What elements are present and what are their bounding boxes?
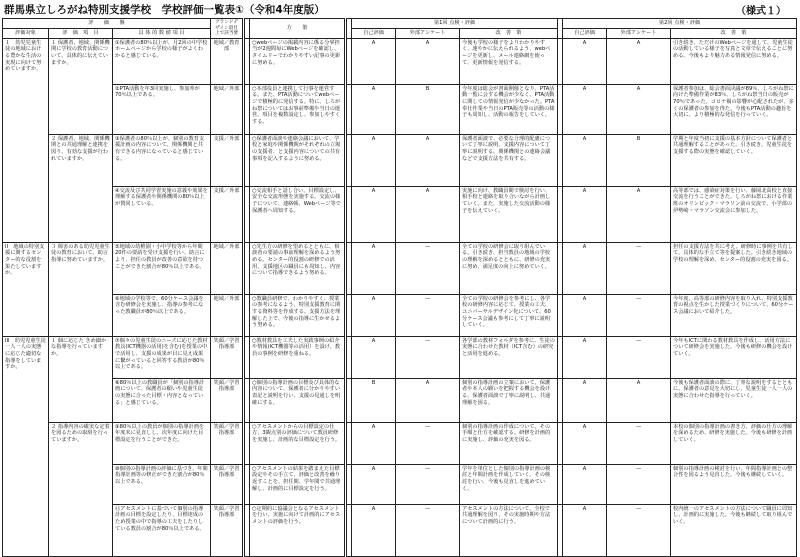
- external-survey-1: —: [396, 294, 460, 336]
- table-row: [3, 84, 797, 134]
- table-row: [3, 242, 797, 294]
- improvement-1: 今後も学校の様子をよりわかりやすく、速やかに伝えられるよう、webページを更新し、メール連絡網を使って、更新情報を発信する。: [460, 38, 558, 84]
- self-eval-2: A: [563, 336, 607, 378]
- improvement-1: 今年度は総会が書面開催となり、PTA活動一覧に会する機会が少なく、PTA活動に関しての情報発信が少なかった。PTA奉仕作業や当日のPTA販売等の活動の様子も周知し、活動の報告をしていく。: [460, 84, 558, 134]
- policy-text: ○教材教具を工夫した実践事例の紹介や情報(ICT機器等の活用）を設け、教員の事例を研修を重ねる。: [250, 336, 346, 378]
- evaluation-item: ２ 保護者、地域、関係機関との共通理解と連携を図り、有効な支援が行われていますか。: [49, 134, 113, 242]
- policy-text: ○保護者面談や連絡会議において、学校と家庭や関係機関がそれぞれの立場の支援者、と支援内容についての共有事項を記入するように努める。: [250, 134, 346, 186]
- header-round2: 第2回 点検・評価: [563, 19, 797, 29]
- table-row: [3, 294, 797, 336]
- self-eval-1: A: [352, 504, 396, 556]
- self-eval-2: A: [563, 294, 607, 336]
- policy-text: ○先生方の研修を望めるとともに、相談者の要請の事前理解を深めるよう努める。センター的役割の研修での活用、支援地区の職員にも周知し、内容について指導できるよう努める。: [250, 242, 346, 294]
- external-survey-2: A: [607, 84, 671, 134]
- external-survey-1: A: [396, 38, 460, 84]
- external-survey-1: B: [396, 84, 460, 134]
- evaluation-item: １ 個に応じた きめ細かな指導を行っていますか。: [49, 336, 113, 422]
- improvement-1: 各学部の教材フォルダを参考に、生徒の実態に合わせた教材（ICT含む）の研究と活用を進める。: [460, 336, 558, 378]
- numeric-detail: ④交流及び共同学習実施の意義や効果を理解する保護者や関係機関の80％以上が賛同している。: [113, 186, 211, 242]
- improvement-2: 個別の指導計画の検討を行い、年間指導計画との整合性を図るよう見直した。今後も継続していく。: [671, 464, 797, 504]
- design-link: 支援／外部: [211, 134, 244, 186]
- self-eval-1: A: [352, 336, 396, 378]
- external-survey-2: —: [607, 294, 671, 336]
- external-survey-2: —: [607, 336, 671, 378]
- improvement-1: 個別の指導計画の作成について、その手順と仕方を確認する。研修を計画的に実施し、評価の充実を図る。: [460, 422, 558, 464]
- numeric-detail: ⑦個々の児童生徒のニーズに応じた教材教具(ICT機器の活用)を含む)を授業の中で活用し、支援の成果が目に見え成果に繋がっていると回答する教員が80％以上である。: [113, 336, 211, 378]
- self-eval-2: A: [563, 422, 607, 464]
- design-link: 笑顔／学習指導部: [211, 422, 244, 464]
- improvement-2: 学期と年度当初に支援の基本方針について保護者と共通理解することがあった。引き続き、児童生徒を支援する際の実態を確認していく。: [671, 134, 797, 186]
- header-detail: 具 体 的 数 値 項 目: [113, 28, 211, 38]
- design-link: 地域／外部: [211, 242, 244, 294]
- self-eval-1: A: [352, 242, 396, 294]
- header-evaluation: 評 価 盤: [3, 19, 211, 29]
- evaluation-item: ３ 障害のある幼児児童生徒の教育において、助言指導に努めていますか。: [49, 242, 113, 336]
- design-link: 地域／教育部: [211, 38, 244, 84]
- numeric-detail: ③保護者の80％以上が、個別の教育支援計画の内容について、関係機関と共有できる内容になっていると感じている。: [113, 134, 211, 186]
- improvement-2: 今後も保護者面談の際に、丁寧な説明をするとともに、保護者の意見を大切にし、児童生徒一人一人の実態に合わせた指導を行っていく。: [671, 378, 797, 422]
- document-title: 群馬県立しろがね特別支援学校 学校評価一覧表①（令和4年度版）: [4, 4, 325, 16]
- improvement-1: 実施に向け、教職員間で検討を行い、相手校と連絡を取り合いながら計画していく。また、実施した交流活動の様子を伝えていく。: [460, 186, 558, 242]
- policy-text: ○個別の指導計画の目標及び具体的な内容について、保護者に分かりやすい表記と説明を行い、支援の見通しを明確にする。: [250, 378, 346, 422]
- evaluation-item: ２ 指導内容の確実な定着を図るための取組を行っていますか。: [49, 422, 113, 556]
- evaluation-item: １ 保護者、地域、関係機関に学校の教育活動について、具体的に伝えていますか。: [49, 38, 113, 134]
- numeric-detail: ⑧80％以上の教職員が「個別の指導計画について、保護者の願いや児童生徒の実態に合った目標・内容となっている」と感じている。: [113, 378, 211, 422]
- design-link: 笑顔／学習指導部: [211, 336, 244, 378]
- evaluation-target: II 地域の特別支援に関するセンター的な役割を果たしていますか。: [3, 242, 49, 336]
- policy-text: ○アセスメントからの目標設定の仕方、3観点別の評価について教員研修を実施し、計画的な目標設定を行う。: [250, 422, 346, 464]
- numeric-detail: ⑥地域の学校等で、60分ケース会議を含む研修会を実施し、指導の参考になった教職員が80％以上である。: [113, 294, 211, 336]
- external-survey-1: —: [396, 464, 460, 504]
- table-body: [3, 38, 797, 556]
- table-row: [3, 336, 797, 378]
- table-row: [3, 38, 797, 84]
- improvement-1: 保護者面談で、必要な合理的配慮について丁寧に説明、支援内容について丁寧に説明する。関係機関との連絡会議などで支援方法を共有する。: [460, 134, 558, 186]
- external-survey-1: A: [396, 378, 460, 422]
- external-survey-1: A: [396, 134, 460, 186]
- self-eval-2: A: [563, 84, 607, 134]
- improvement-2: 本校の個別の指導計画の書き方、評価の仕方の理解を深めるため、研修を実施した。今後も研修を計画していく。: [671, 422, 797, 464]
- header-external-survey-2: 外部アンケート: [607, 28, 671, 38]
- table-row: [3, 422, 797, 464]
- external-survey-1: —: [396, 504, 460, 556]
- self-eval-1: A: [352, 186, 396, 242]
- self-eval-2: A: [563, 378, 607, 422]
- evaluation-target: １ 幼児児童生徒の地域における豊かな生活の実現に向けて努めていますか。: [3, 38, 49, 242]
- header-item: 評 価 項 目: [49, 28, 113, 38]
- policy-text: ○本部役員と連携して行事を運営する。また、PTA活動についてwebページで積極的に発信する。特に、しろがね祭についてはお事前準備や当日の運営、項目を複数設定し、参加しやすくする。: [250, 84, 346, 134]
- external-survey-2: —: [607, 242, 671, 294]
- numeric-detail: ⑪アセスメントに基づいて個別の指導計画の目標を設定したり、目標達成のため授業の中で指導の工夫をしたりしている教員の割合が80％以上である。: [113, 504, 211, 556]
- policy-text: ○交流相手と話し合い、目標設定し、安全な交流形態を実施する。交流の様子について、連絡帳、Webページ等で保護者へ周知する。: [250, 186, 346, 242]
- self-eval-2: A: [563, 134, 607, 186]
- evaluation-table: [2, 18, 797, 557]
- self-eval-1: B: [352, 378, 396, 422]
- numeric-detail: ⑤地域の幼稚園・小中学校等から年間20件の要請を受け支援を行い、助言により、担任の教員が改善の意欲を持つことができた割合が80％以上である。: [113, 242, 211, 294]
- self-eval-2: A: [563, 464, 607, 504]
- header-improvement-1: 改 善 策: [460, 28, 558, 38]
- improvement-2: 高等部では、感染症対策を行い、藤岡北高校と直接交流を行うことができた。しろがね祭における作業班のオリンピック・マラソン前の交流で、小学部の伊勢崎・マラソン交流会に参加した。: [671, 186, 797, 242]
- external-survey-2: A: [607, 186, 671, 242]
- external-survey-2: A: [607, 38, 671, 84]
- design-link: 支援／外部: [211, 186, 244, 242]
- improvement-2: 保護者参加は、総会書面決議が89％、しろがね祭に向けた準備作業が83％、しろがね祭当日の販売が70％であった。コロナ禍の影響が心配されたが、多くの保護者の参加を得た。今後もPTA活動の趣旨を大切に、より積極的な発信を行っていく。: [671, 84, 797, 134]
- external-survey-2: A: [607, 378, 671, 422]
- policy-text: ○定期的に協議会となるアセスメントを行い、実施に向けて計画的にアセスメントの評価を行う。: [250, 504, 346, 556]
- numeric-detail: ①保護者の80％以上が、月2回の中学校ホームページから学校の様子がよくわかると感じている。: [113, 38, 211, 84]
- self-eval-1: A: [352, 38, 396, 84]
- improvement-2: 担任の支援方法を共に考え、研修時に事例を共有して、具体的な手立て等を提案した。引き続き地域の学校の理解を深め、センター的役割の充実を図る。: [671, 242, 797, 294]
- table-row: [3, 464, 797, 504]
- improvement-2: 引き続き、ただけのWebページを通して、児童生徒の活動している様子を写真と文章で伝えることに努める。今後もより魅力ある情報発信に努める。: [671, 38, 797, 84]
- numeric-detail: ⑨80％以上の教員が個別の指導計画を年度末に見直しし、次年度に向けた目標設定を行うことができた。: [113, 422, 211, 464]
- header-policy: 方 策: [250, 19, 346, 39]
- self-eval-1: A: [352, 294, 396, 336]
- design-link: 地域／外部: [211, 294, 244, 336]
- improvement-1: アセスメントの方法について、全校で共通理解を図り、その実施時期や方法について計画的に行う。: [460, 504, 558, 556]
- design-link: 笑顔／学習指導部: [211, 504, 244, 556]
- self-eval-1: A: [352, 134, 396, 186]
- header-row-2: [3, 28, 797, 38]
- header-round1: 第1回 点検・評価: [352, 19, 558, 29]
- external-survey-2: —: [607, 422, 671, 464]
- policy-text: ○教職員研修で、わかりやすく、授業の参考になるよう、特別支援教育に関する資料等を作成する。支援方法を理解した上で、今後の指導に生かせるよう努める。: [250, 294, 346, 336]
- title-row: [0, 0, 800, 16]
- table-row: [3, 134, 797, 186]
- self-eval-2: A: [563, 186, 607, 242]
- external-survey-2: —: [607, 464, 671, 504]
- table-row: [3, 186, 797, 242]
- design-link: 笑顔／学習指導部: [211, 378, 244, 422]
- self-eval-2: A: [563, 504, 607, 556]
- improvement-1: 全ての学校の研修会に取り組んでいる。引き続き、担当教員の地域の学校の理解を深めるとともに、研修の充実に努め、満足度の向上に努めていく。: [460, 242, 558, 294]
- self-eval-1: A: [352, 422, 396, 464]
- header-self-eval-1: 自己評価: [352, 28, 396, 38]
- numeric-detail: ②PTA活動を年3回実施し、参加率が70％以上である。: [113, 84, 211, 134]
- self-eval-1: A: [352, 464, 396, 504]
- header-link: グランドデザイン項目上で該当要: [211, 19, 244, 39]
- form-number: （様式１）: [736, 6, 786, 17]
- external-survey-1: —: [396, 422, 460, 464]
- header-external-survey-1: 外部アンケート: [396, 28, 460, 38]
- header-self-eval-2: 自己評価: [563, 28, 607, 38]
- header-row-1: [3, 19, 797, 29]
- improvement-2: 今年もICTに関わる教材教具を作成し、活用方法について研修会を実施した。今後も研修の機会を設けていく。: [671, 336, 797, 378]
- table-row: [3, 378, 797, 422]
- evaluation-target: III 幼児児童生徒一人一人の実態に応じた適切な指導をしていますか。: [3, 336, 49, 556]
- external-survey-1: —: [396, 242, 460, 294]
- improvement-1: 学年を単位とした個別の指導計画の検討と年間計画を作成していく。その検討を行い、今後も見直しを進めていく。: [460, 464, 558, 504]
- improvement-2: 校内統一のアセスメントの方法について職員に周知し、計画的に実施した。今後も継続して取り組んでいく。: [671, 504, 797, 556]
- external-survey-2: —: [607, 504, 671, 556]
- design-link: 地域／外部: [211, 84, 244, 134]
- header-improvement-2: 改 善 策: [671, 28, 797, 38]
- policy-text: ○アセスメントの結果を踏まえた目標設定やその手立て、評価と改善を繰り返すことを、担任間、学年間で共通理解し、計画的に目標設定を行う。: [250, 464, 346, 504]
- table-row: [3, 504, 797, 556]
- external-survey-2: B: [607, 134, 671, 186]
- header-target: 評価対象: [3, 28, 49, 38]
- improvement-1: 個別の指導計画の立案において、保護者や本人の願いを把握する機会を設ける。保護者面談で丁寧に説明し、共通理解を図る。: [460, 378, 558, 422]
- improvement-1: 全ての学校の研修会を参考にし、各学校の研修内容に応じて、授業の工夫、ユニバーサルデザイン化について、60分ケース会議も参考にして丁寧に説明していく。: [460, 294, 558, 336]
- design-link: 笑顔／学習指導部: [211, 464, 244, 504]
- numeric-detail: ⑩個別の指導計画の評価に基づき、年間指導計画等の修正ができた割合が80％以上である。: [113, 464, 211, 504]
- external-survey-1: —: [396, 336, 460, 378]
- self-eval-2: A: [563, 242, 607, 294]
- self-eval-1: A: [352, 84, 396, 134]
- improvement-2: 今年度、高等部の研修内容を取り入れ、特別支援教育の視点を生かした授業づくりについて、60分ケース会議において紹介した。: [671, 294, 797, 336]
- self-eval-2: A: [563, 38, 607, 84]
- external-survey-1: A: [396, 186, 460, 242]
- policy-text: ○webページの掲載内容に係る分掌担当が2週間毎にWebページを確認し、タイムリーでわかりやすい記事の更新に努める。: [250, 38, 346, 84]
